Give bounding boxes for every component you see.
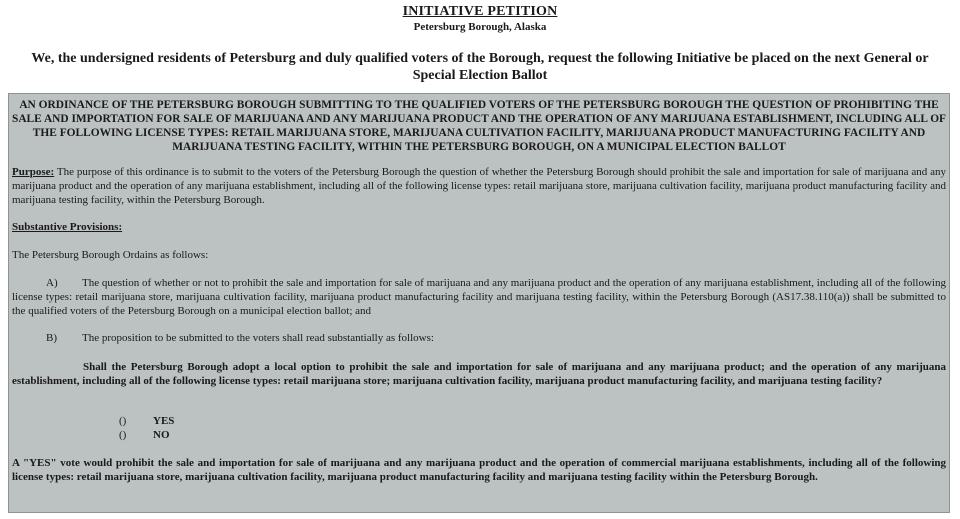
provision-a-letter: A)	[46, 277, 58, 289]
provision-b-letter: B)	[46, 332, 57, 344]
provision-b	[12, 331, 946, 345]
ordinance-title: AN ORDINANCE OF THE PETERSBURG BOROUGH SUBMITTING TO THE QUALIFIED VOTERS OF THE PETERSBURG BOROUGH THE QUESTION OF PROHIBITING THE SALE AND IMPORTATION FOR SALE OF MARIJUANA AND ANY MARIJUANA PRODUCT AND THE OPERATION OF ANY MARIJUANA ESTABLISHMENT, INCLUDING ALL OF THE FOLLOWING LICENSE TYPES: RETAIL MARIJUANA STORE, MARIJUANA CULTIVATION FACILITY, MARIJUANA PRODUCT MANUFACTURING FACILITY AND MARIJUANA TESTING FACILITY, WITHIN THE PETERSBURG BOROUGH, ON A MUNICIPAL ELECTION BALLOT	[11, 99, 947, 153]
choice-no[interactable]	[119, 428, 174, 442]
purpose-text: The purpose of this ordinance is to submit to the voters of the Petersburg Borough the question of whether the Petersburg Borough should prohibit the sale and importation for sale of marijuana and any marijuana product and the operation of any marijuana establishment, including all of the following license types: retail marijuana store, marijuana cultivation facility, marijuana product manufacturing facility and marijuana testing facility, within the Petersburg Borough.	[12, 166, 946, 206]
ordinance-box	[8, 93, 950, 513]
provision-a	[12, 276, 946, 318]
choice-no-label: NO	[153, 429, 170, 441]
petition-subtitle: Petersburg Borough, Alaska	[413, 21, 547, 33]
substantive-label: Substantive Provisions:	[12, 221, 123, 233]
choice-yes-label: YES	[153, 415, 175, 427]
substantive-provisions-heading	[12, 220, 946, 234]
yes-vote-explanation: A "YES" vote would prohibit the sale and importation for sale of marijuana and any marijuana product and the operation of commercial marijuana establishments, including all of the following license types: retail marijuana store, marijuana cultivation facility, marijuana product manufacturing facility and marijuana testing facility within the Petersburg Borough.	[12, 457, 946, 483]
ballot-question: Shall the Petersburg Borough adopt a local option to prohibit the sale and importation for sale of marijuana and any marijuana product; and the operation of any marijuana establishment, including all of the following license types: retail marijuana store; marijuana cultivation facility, marijuana product manufacturing facility, and marijuana testing facility?	[12, 361, 946, 387]
petition-title: INITIATIVE PETITION	[402, 4, 558, 19]
petition-header	[0, 4, 960, 34]
petition-request: We, the undersigned residents of Petersburg and duly qualified voters of the Borough, request the following Initiative be placed on the next General or Special Election Ballot	[31, 51, 929, 83]
choice-no-box[interactable]: ()	[119, 429, 127, 441]
purpose-paragraph	[12, 165, 946, 207]
provision-b-text: The proposition to be submitted to the voters shall read substantially as follows:	[82, 332, 434, 344]
ordains-statement: The Petersburg Borough Ordains as follows:	[12, 249, 209, 261]
choice-yes-box[interactable]: ()	[119, 415, 127, 427]
provision-a-text: The question of whether or not to prohibit the sale and importation for sale of marijuana and any marijuana product and the operation of any marijuana establishment, including all of the following license types: retail marijuana store, marijuana cultivation facility, marijuana product manufacturing facility and marijuana testing facility, within the Petersburg Borough (AS17.38.110(a)) shall be submitted to the qualified voters of the Petersburg Borough on a municipal election ballot; and	[12, 277, 946, 317]
purpose-label: Purpose:	[12, 166, 55, 178]
choice-yes[interactable]	[119, 414, 174, 428]
ballot-choices	[119, 414, 174, 442]
